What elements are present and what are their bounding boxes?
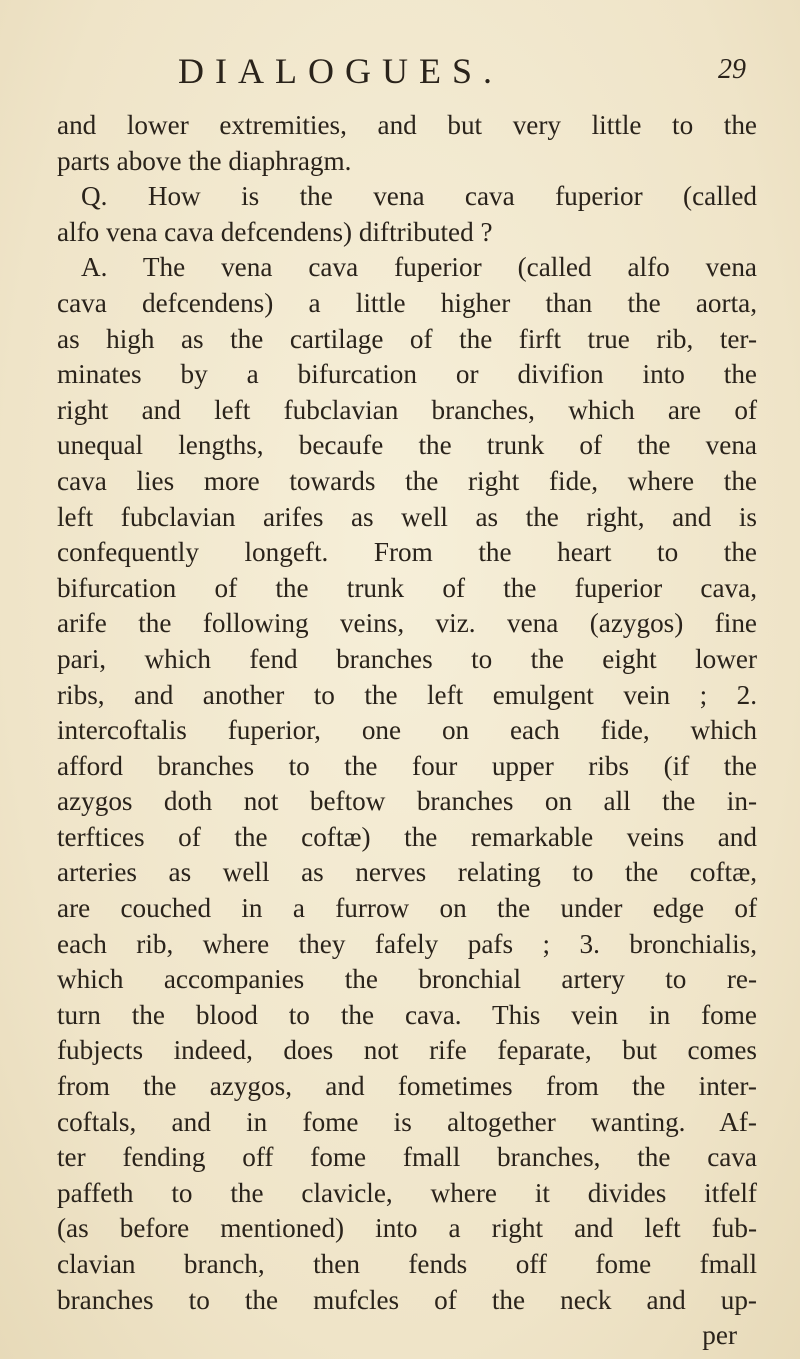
text-line: each rib, where they fafely pafs ; 3. bronchialis,	[57, 928, 757, 959]
text-line: arife the following veins, viz. vena (azygos) fine	[57, 608, 757, 639]
text-line: right and left fubclavian branches, which are of	[57, 394, 757, 425]
text-line: azygos doth not beftow branches on all the in-	[57, 786, 757, 817]
text-line: parts above the diaphragm.	[57, 145, 352, 176]
text-line: coftals, and in fome is altogether wanting. Af-	[57, 1106, 757, 1137]
text-line: intercoftalis fuperior, one on each fide, which	[57, 715, 757, 746]
text-line: which accompanies the bronchial artery to re-	[57, 964, 757, 995]
text-line: ter fending off fome fmall branches, the cava	[57, 1142, 757, 1173]
running-head: DIALOGUES.	[178, 51, 503, 91]
page-number: 29	[718, 54, 746, 85]
text-line: branches to the mufcles of the neck and up-	[57, 1284, 757, 1315]
text-line: alfo vena cava defcendens) diftributed ?	[57, 216, 493, 247]
body-text	[57, 108, 757, 1354]
text-line: are couched in a furrow on the under edge of	[57, 893, 757, 924]
text-line: arteries as well as nerves relating to the coftæ,	[57, 857, 757, 888]
text-line: as high as the cartilage of the firft true rib, ter-	[57, 323, 757, 354]
text-line: paffeth to the clavicle, where it divides itfelf	[57, 1177, 757, 1208]
text-line: and lower extremities, and but very little to the	[57, 110, 757, 140]
text-line: confequently longeft. From the heart to the	[57, 537, 757, 568]
text-line: ribs, and another to the left emulgent vein ; 2.	[57, 679, 757, 710]
text-line: pari, which fend branches to the eight lower	[57, 643, 757, 674]
page-header	[0, 50, 800, 90]
text-line: fubjects indeed, does not rife feparate, but comes	[57, 1035, 757, 1066]
text-line: turn the blood to the cava. This vein in fome	[57, 999, 757, 1030]
answer-line: A. The vena cava fuperior (called alfo vena	[81, 252, 757, 283]
text-line: afford branches to the four upper ribs (if the	[57, 750, 757, 781]
question-line: Q. How is the vena cava fuperior (called	[81, 181, 757, 212]
text-line: unequal lengths, becaufe the trunk of the vena	[57, 430, 757, 461]
text-line: bifurcation of the trunk of the fuperior cava,	[57, 572, 757, 603]
text-line: left fubclavian arifes as well as the right, and is	[57, 501, 757, 532]
text-line: minates by a bifurcation or divifion into the	[57, 359, 757, 390]
text-line: (as before mentioned) into a right and left fub-	[57, 1213, 757, 1244]
text-line: clavian branch, then fends off fome fmall	[57, 1249, 757, 1279]
text-line: cava lies more towards the right fide, where the	[57, 465, 757, 496]
text-line: from the azygos, and fometimes from the inter-	[57, 1071, 757, 1102]
text-line: terftices of the coftæ) the remarkable veins and	[57, 821, 757, 852]
text-line: cava defcendens) a little higher than the aorta,	[57, 287, 757, 318]
catchword: per	[702, 1320, 737, 1351]
